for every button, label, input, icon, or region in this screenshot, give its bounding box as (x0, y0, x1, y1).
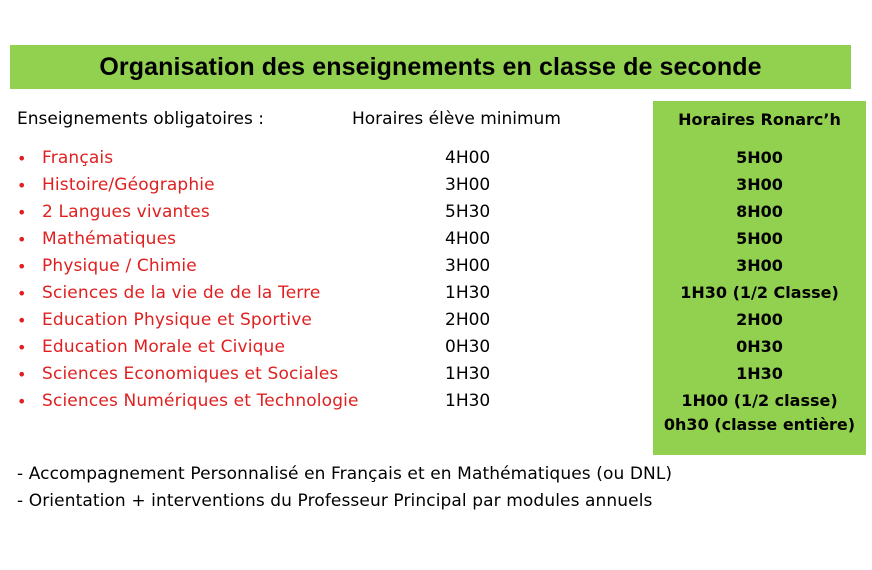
title-banner (10, 45, 851, 89)
table-row (0, 173, 872, 200)
minimum-hours-header: Horaires élève minimum (352, 109, 561, 129)
subject-name: Sciences Economiques et Sociales (42, 364, 339, 384)
bullet-icon: • (17, 149, 27, 168)
ronarch-hours: 8H00 (736, 202, 783, 221)
subject-name: Sciences Numériques et Technologie (42, 391, 359, 411)
table-row (0, 227, 872, 254)
subject-name: Mathématiques (42, 229, 177, 249)
ronarch-hours: 5H00 (736, 229, 783, 248)
ronarch-hours: 5H00 (736, 148, 783, 167)
minimum-hours: 1H30 (445, 391, 491, 411)
ronarch-hours: 1H00 (1/2 classe) (681, 391, 838, 410)
ronarch-hours: 1H30 (736, 364, 783, 383)
minimum-hours: 3H00 (445, 175, 491, 195)
bullet-icon: • (17, 311, 27, 330)
table-row (0, 200, 872, 227)
table-row (0, 308, 872, 335)
table-row (0, 362, 872, 389)
bullet-icon: • (17, 338, 27, 357)
bullet-icon: • (17, 365, 27, 384)
minimum-hours: 1H30 (445, 283, 491, 303)
ronarch-hours: 2H00 (736, 310, 783, 329)
minimum-hours: 0H30 (445, 337, 491, 357)
minimum-hours: 4H00 (445, 148, 491, 168)
table-row (0, 335, 872, 362)
ronarch-extra-hours: 0h30 (classe entière) (663, 415, 856, 434)
table-row (0, 146, 872, 173)
table-row (0, 281, 872, 308)
subject-name: Français (42, 148, 114, 168)
ronarch-hours: 3H00 (736, 175, 783, 194)
minimum-hours: 3H00 (445, 256, 491, 276)
minimum-hours: 5H30 (445, 202, 491, 222)
subject-name: Histoire/Géographie (42, 175, 215, 195)
page-title: Organisation des enseignements en classe de seconde (99, 52, 762, 81)
ronarch-hours: 1H30 (1/2 Classe) (680, 283, 839, 302)
subjects-header: Enseignements obligatoires : (17, 109, 264, 129)
minimum-hours: 2H00 (445, 310, 491, 330)
minimum-hours: 4H00 (445, 229, 491, 249)
subject-name: Education Morale et Civique (42, 337, 286, 357)
note-orientation: - Orientation + interventions du Professeur Principal par modules annuels (17, 491, 653, 511)
table-row (0, 254, 872, 281)
minimum-hours: 1H30 (445, 364, 491, 384)
subject-name: Sciences de la vie de de la Terre (42, 283, 321, 303)
subject-name: Education Physique et Sportive (42, 310, 313, 330)
ronarch-hours: 0H30 (736, 337, 783, 356)
subjects-table (0, 146, 872, 416)
bullet-icon: • (17, 230, 27, 249)
bullet-icon: • (17, 284, 27, 303)
subject-name: 2 Langues vivantes (42, 202, 210, 222)
ronarch-hours-header: Horaires Ronarc’h (678, 110, 841, 129)
table-row (0, 389, 872, 416)
note-personalised-support: - Accompagnement Personnalisé en Français et en Mathématiques (ou DNL) (17, 464, 673, 484)
bullet-icon: • (17, 176, 27, 195)
bullet-icon: • (17, 392, 27, 411)
subject-name: Physique / Chimie (42, 256, 197, 276)
bullet-icon: • (17, 203, 27, 222)
ronarch-hours: 3H00 (736, 256, 783, 275)
bullet-icon: • (17, 257, 27, 276)
